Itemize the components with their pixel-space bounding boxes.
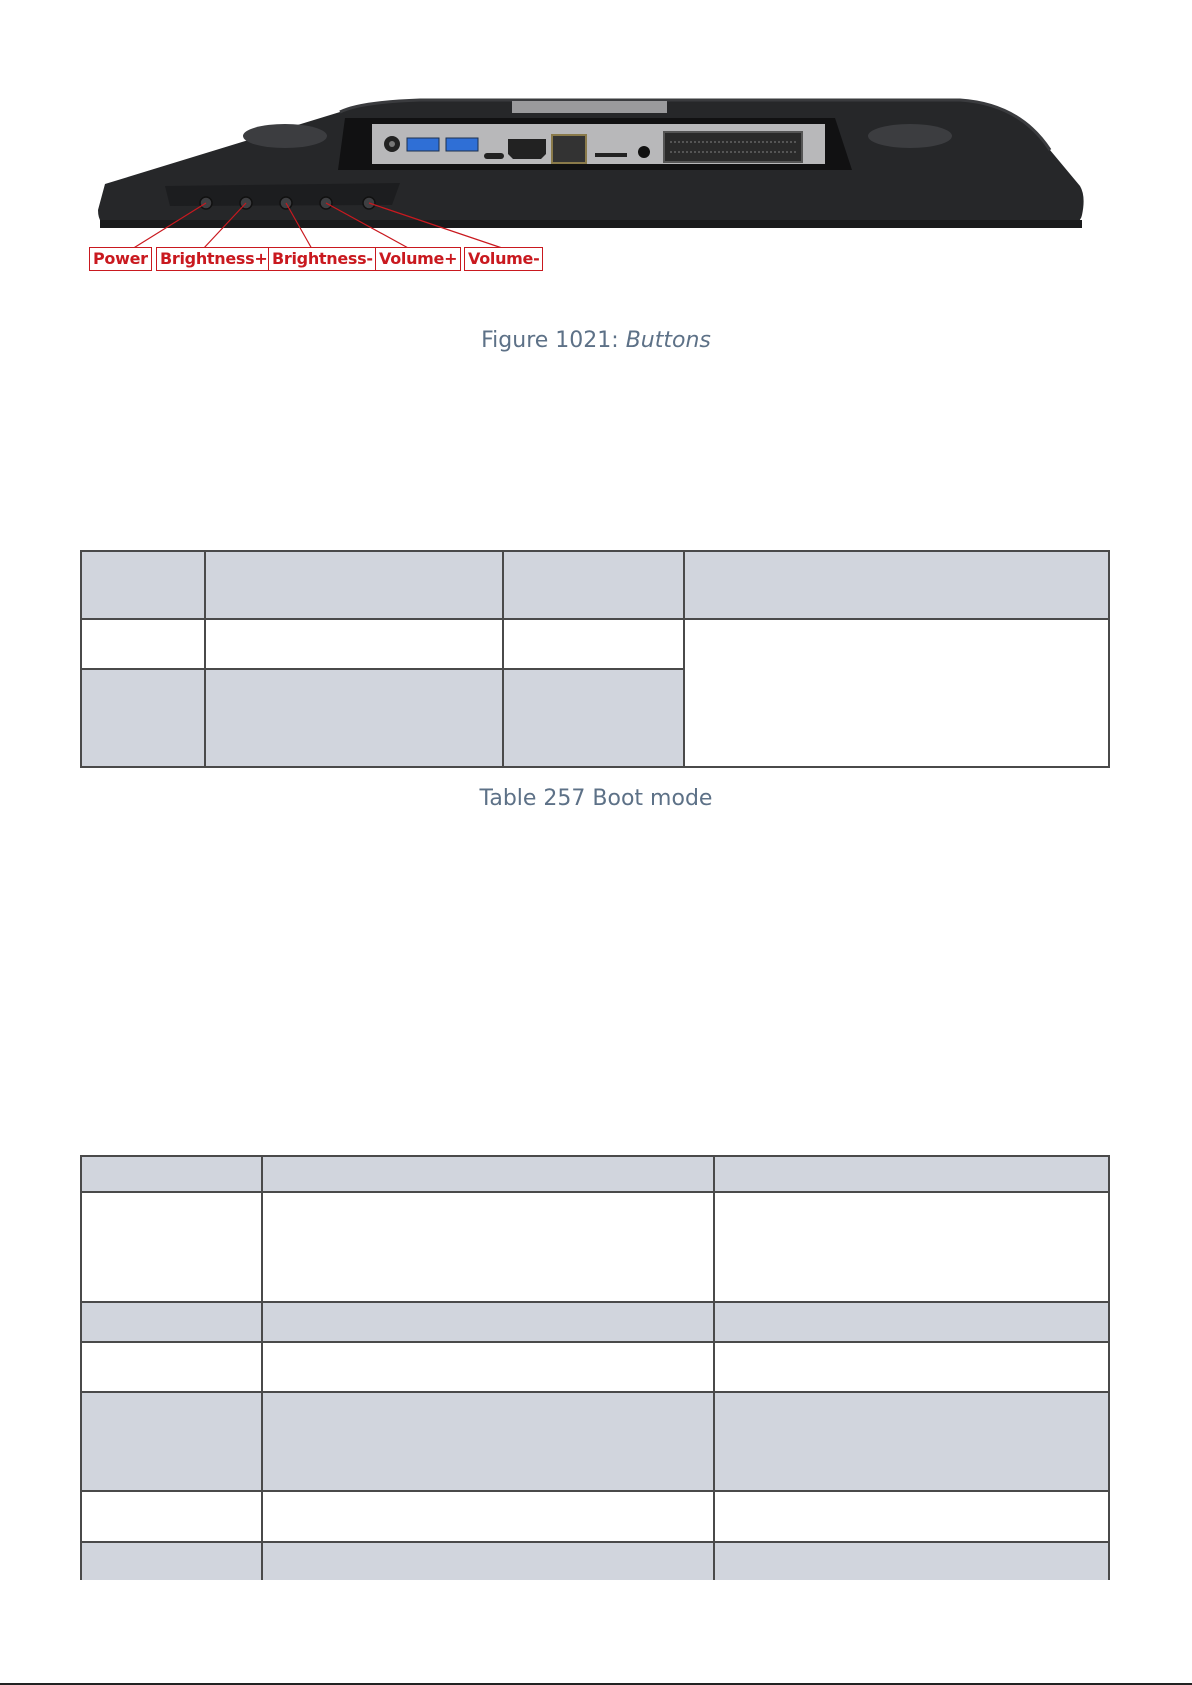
gpio-header — [664, 132, 802, 162]
usb-c-port — [484, 153, 504, 159]
table-row — [81, 619, 1109, 669]
second-table — [80, 1155, 1110, 1580]
usb-port-1 — [407, 138, 439, 151]
table-row — [81, 1542, 1109, 1580]
volume-down-label: Volume- — [464, 247, 543, 271]
table-row — [81, 551, 1109, 619]
ethernet-port — [552, 135, 586, 163]
speaker-grille-right — [868, 124, 952, 148]
sd-slot — [595, 153, 627, 157]
audio-jack — [638, 146, 650, 158]
device-bottom-view — [0, 0, 1192, 280]
speaker-grille-left — [243, 124, 327, 148]
table-row — [81, 1302, 1109, 1342]
table-caption: Table 257 Boot mode — [479, 786, 713, 811]
figure-caption-title: Buttons — [625, 328, 711, 353]
power-label: Power — [89, 247, 152, 271]
brightness-up-label: Brightness+ — [156, 247, 271, 271]
figure-caption-prefix: Figure 1021: — [481, 328, 619, 353]
hdmi-port — [508, 139, 546, 159]
label-sticker — [512, 101, 667, 113]
boot-mode-table — [80, 550, 1110, 768]
usb-port-2 — [446, 138, 478, 151]
table-row — [81, 1192, 1109, 1302]
table-row — [81, 1156, 1109, 1192]
table-row — [81, 1342, 1109, 1392]
volume-up-label: Volume+ — [375, 247, 461, 271]
device-bottom-edge — [100, 220, 1082, 228]
figure-caption — [0, 328, 1192, 353]
table-row — [81, 1491, 1109, 1542]
table-row — [81, 1392, 1109, 1491]
brightness-down-label: Brightness- — [268, 247, 377, 271]
